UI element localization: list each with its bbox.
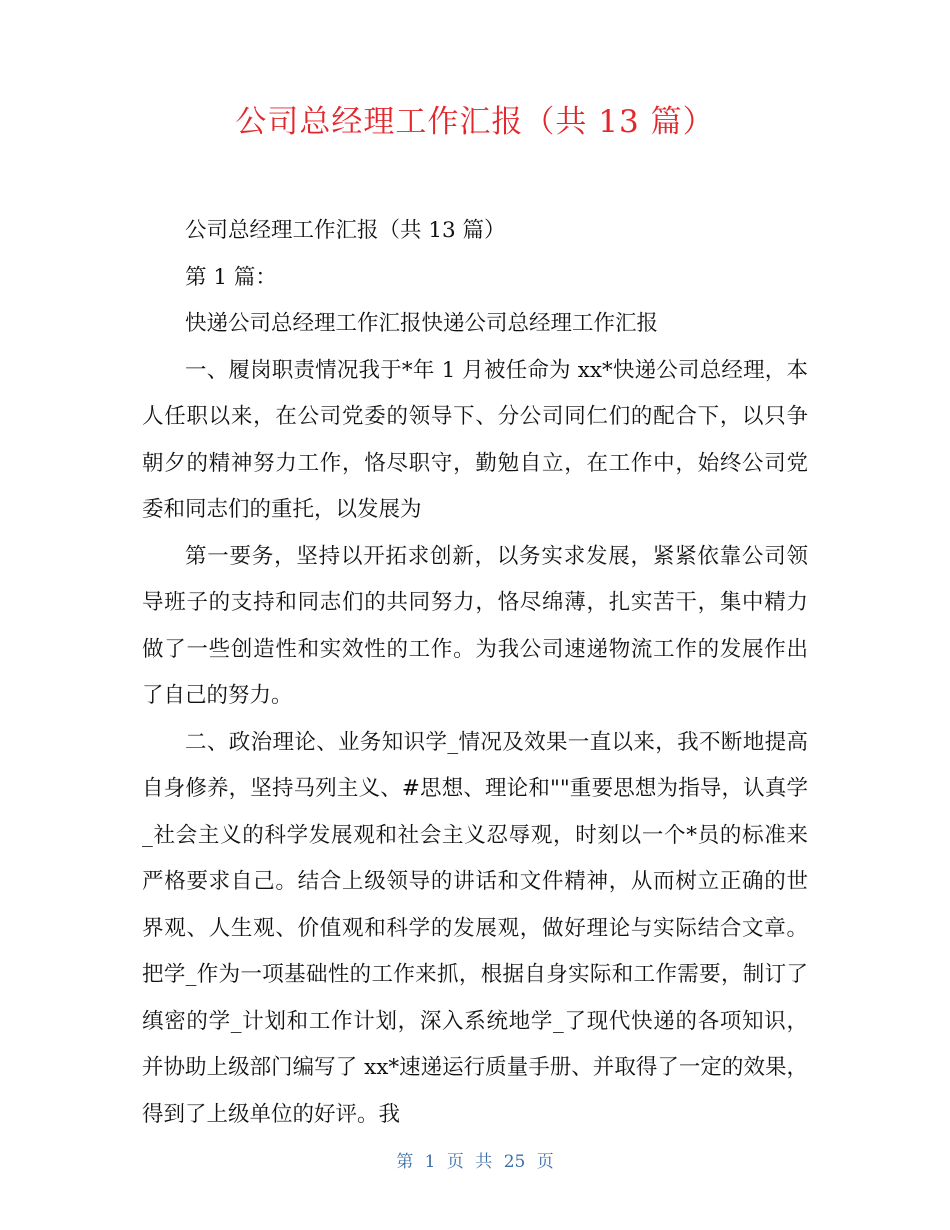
paragraph-section-one: 一、履岗职责情况我于*年 1 月被任命为 xx*快递公司总经理，本人任职以来，在公司党委的领导下、分公司同仁们的配合下，以只争朝夕的精神努力工作，恪尽职守，勤勉自立，在工作中，始终公司党委和同志们的重托，以发展为 [142,357,808,522]
document-title: 公司总经理工作汇报（共 13 篇） [235,104,715,140]
paragraph-section-two: 二、政治理论、业务知识学_情况及效果一直以来，我不断地提高自身修养，坚持马列主义、#思想、理论和""重要思想为指导，认真学_社会主义的科学发展观和社会主义忍辱观，时刻以一个*员的标准来严格要求自己。结合上级领导的讲话和文件精神，从而树立正确的世界观、人生观、价值观和科学的发展观，做好理论与实际结合文章。把学_作为一项基础性的工作来抓，根据自身实际和工作需要，制订了缜密的学_计划和工作计划，深入系统地学_了现代快递的各项知识，并协助上级部门编写了 xx*速递运行质量手册、并取得了一定的效果，得到了上级单位的好评。我 [142,729,808,1127]
paragraph-subtitle: 公司总经理工作汇报（共 13 篇） [185,218,506,243]
paragraph-chapter-label: 第 1 篇： [185,264,277,290]
page-number-footer: 第 1 页 共 25 页 [396,1152,554,1172]
paragraph-section-one-continued: 第一要务，坚持以开拓求创新，以务实求发展，紧紧依靠公司领导班子的支持和同志们的共同努力，恪尽绵薄，扎实苦干，集中精力做了一些创造性和实效性的工作。为我公司速递物流工作的发展作出了自己的努力。 [142,543,808,708]
paragraph-article-heading: 快递公司总经理工作汇报快递公司总经理工作汇报 [185,311,659,336]
document-body [142,208,808,1138]
